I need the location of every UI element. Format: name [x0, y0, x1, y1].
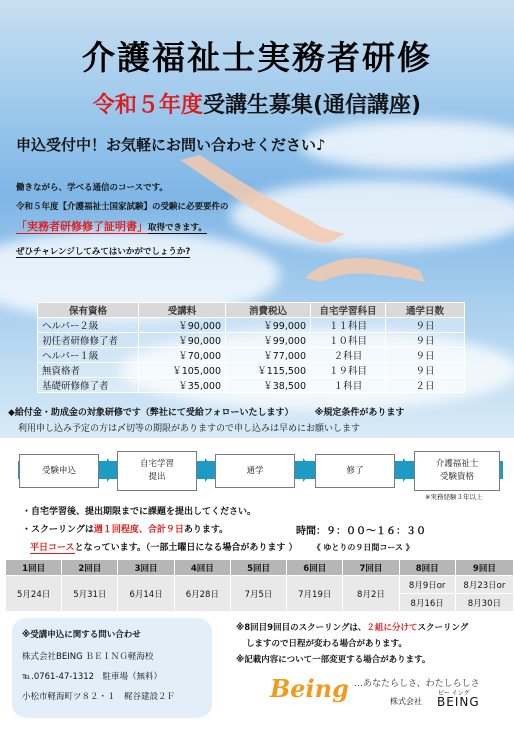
fee-table-cell: ９日 — [386, 318, 465, 333]
fee-table-header — [38, 303, 465, 318]
subsidy-text: ◆給付金・助成金の対象研修です（弊社にて受給フォローいたします） — [8, 408, 294, 418]
fee-table-cell: 基礎研修修了者 — [38, 378, 139, 393]
fee-table-cell: ￥35,000 — [139, 378, 226, 393]
intro-line-4: ぜひチャレンジしてみてはいかがでしょうか? — [16, 247, 191, 257]
schedule-date-cell: 5月24日 — [6, 576, 62, 612]
schedule-date-cell: 8月9日or — [399, 576, 455, 594]
being-logo — [268, 672, 349, 706]
schedule-header-cell: 9回目 — [455, 560, 513, 576]
being-logo-mark: Being — [270, 674, 349, 703]
fee-table-cell: ￥99,000 — [226, 318, 311, 333]
fee-table-cell: ２日 — [386, 378, 465, 393]
flow-step-school: 通学 — [215, 454, 295, 488]
fee-table-cell: ￥115,500 — [226, 363, 311, 378]
fee-table-row — [38, 318, 465, 333]
schedule-header-cell: 1回目 — [6, 560, 62, 576]
fee-table-cell: 無資格者 — [38, 363, 139, 378]
schedule-info-1: ・自宅学習後、提出期限までに課題を提出してください。 — [22, 507, 257, 517]
fee-table-cell: 初任者研修修了者 — [38, 333, 139, 348]
flow-step-apply: 受験申込 — [19, 454, 99, 488]
schedule-table — [5, 559, 514, 612]
schedule-date-cell: 8月2日 — [343, 576, 399, 612]
contact-box — [12, 618, 212, 718]
fee-table — [37, 302, 465, 393]
invite-text: 申込受付中！お気軽にお問い合わせください♪ — [16, 136, 326, 154]
schedule-info-2b: 週１回程度、合計９日 — [93, 525, 184, 535]
flow-arrow-icon — [303, 458, 313, 482]
fee-table-row — [38, 333, 465, 348]
schedule-info-3b: となっています。（一部土曜日になる場合があります ） — [74, 543, 298, 553]
fee-table-cell: ￥77,000 — [226, 348, 311, 363]
schedule-date-cell: 8月23日or — [455, 576, 513, 594]
fee-header-cell: 受講料 — [139, 303, 226, 318]
fee-table-cell: １０科目 — [311, 333, 386, 348]
schedule-header-cell: 6回目 — [287, 560, 343, 576]
contact-heading: ※受講申込に関する問い合わせ — [22, 630, 141, 640]
schedule-header-cell: 2回目 — [62, 560, 118, 576]
contact-company: 株式会社BEING ＢＥＩＮＧ軽海校 — [22, 652, 154, 662]
intro-line-1: 働きながら、学べる通信のコースです。 — [16, 183, 168, 193]
page-title: 介護福祉士実務者研修 — [82, 38, 432, 77]
schedule-info-2 — [22, 522, 228, 535]
schedule-header-cell: 5回目 — [230, 560, 286, 576]
subtitle-text: 受講生募集(通信講座) — [202, 93, 422, 118]
right-note-1 — [236, 621, 468, 633]
right-note-1c: スクーリング — [417, 623, 469, 633]
flow-arrow-icon — [403, 458, 413, 482]
logo-tagline: …あなたらしさ、わたしらしさ — [354, 679, 480, 689]
right-note-1a: ※8回目9回目のスクーリングは、 — [236, 623, 367, 633]
schedule-header-cell: 4回目 — [174, 560, 230, 576]
flow-arrow-icon — [107, 458, 117, 482]
schedule-header-cell: 7回目 — [343, 560, 399, 576]
fee-header-cell: 保有資格 — [38, 303, 139, 318]
fee-table-cell: １科目 — [311, 378, 386, 393]
page-subtitle — [0, 88, 514, 119]
fee-table-cell: ￥99,000 — [226, 333, 311, 348]
right-note-3: ※記載内容について一部変更する場合があります。 — [236, 655, 431, 665]
schedule-info-3 — [30, 540, 414, 553]
schedule-date-cell: 8月16日 — [399, 594, 455, 612]
hands-illustration — [170, 150, 430, 290]
schedule-time: 時間：９：００〜１６：３０ — [296, 526, 426, 537]
flow-step-study: 自宅学習 提出 — [117, 451, 197, 491]
fee-header-cell: 自宅学習科目 — [311, 303, 386, 318]
fee-table-cell: ９日 — [386, 363, 465, 378]
fee-table-row — [38, 378, 465, 393]
condition-note: ※規定条件があります — [314, 408, 405, 418]
intro-line-3-suffix: 取得できます。 — [148, 223, 207, 233]
logo-company-name: BEING — [437, 695, 480, 709]
contact-tel: ℡.0761-47-1312 駐車場（無料） — [22, 672, 163, 682]
fee-table-cell: ￥70,000 — [139, 348, 226, 363]
deadline-note: 利用申し込み予定の方は〆切等の期限がありますので申し込みは早めにお願いします — [18, 424, 361, 434]
weekday-course: 平日コース — [30, 543, 75, 553]
fee-table-cell: ９日 — [386, 348, 465, 363]
schedule-info-2a: ・スクーリングは — [22, 525, 94, 535]
fee-table-row — [38, 348, 465, 363]
fee-table-cell: ￥90,000 — [139, 333, 226, 348]
fee-table-cell: ￥90,000 — [139, 318, 226, 333]
logo-company-prefix: 株式会社 — [390, 697, 422, 706]
flow-step-qualification: 介護福祉士 受験資格 — [414, 451, 500, 491]
right-note-1b: ２組に分けて — [366, 623, 418, 633]
logo-company-ruby: ビー イング — [438, 690, 470, 697]
fee-table-cell: ￥105,000 — [139, 363, 226, 378]
schedule-date-cell: 7月5日 — [230, 576, 286, 612]
schedule-date-cell: 6月14日 — [118, 576, 174, 612]
flow-footnote: ※実務経験３年以上 — [425, 493, 483, 501]
fee-table-cell: １１科目 — [311, 318, 386, 333]
flow-arrow-icon — [205, 458, 215, 482]
course-nickname: 《 ゆとりの９日間コース 》 — [312, 543, 414, 552]
fee-header-cell: 消費税込 — [226, 303, 311, 318]
schedule-date-cell: 8月30日 — [455, 594, 513, 612]
fee-table-cell: ９日 — [386, 333, 465, 348]
schedule-date-cell: 7月19日 — [287, 576, 343, 612]
fee-table-row — [38, 363, 465, 378]
fee-table-cell: ヘルパー２級 — [38, 318, 139, 333]
schedule-date-cell: 6月28日 — [174, 576, 230, 612]
certificate-label: 「実務者研修修了証明書」 — [16, 220, 148, 233]
fee-table-cell: ￥38,500 — [226, 378, 311, 393]
right-note-2: しますので日程が変わる場合があります。 — [246, 639, 407, 649]
fee-table-cell: ２科目 — [311, 348, 386, 363]
contact-address: 小松市軽海町ツ８２・１ 梶谷建設２Ｆ — [22, 692, 176, 702]
schedule-info-2c: あります。 — [183, 525, 229, 535]
fee-table-cell: ヘルパー１級 — [38, 348, 139, 363]
subsidy-note — [8, 405, 404, 418]
schedule-date-cell: 5月31日 — [62, 576, 118, 612]
fee-table-cell: １９科目 — [311, 363, 386, 378]
intro-line-2: 令和５年度【介護福祉士国家試験】の受験に必要要件の — [16, 202, 229, 212]
schedule-header-cell: 3回目 — [118, 560, 174, 576]
subtitle-year: 令和５年度 — [92, 93, 203, 118]
intro-line-3 — [16, 221, 207, 233]
fee-header-cell: 通学日数 — [386, 303, 465, 318]
schedule-header-cell: 8回目 — [399, 560, 455, 576]
flow-step-complete: 修了 — [315, 454, 395, 488]
